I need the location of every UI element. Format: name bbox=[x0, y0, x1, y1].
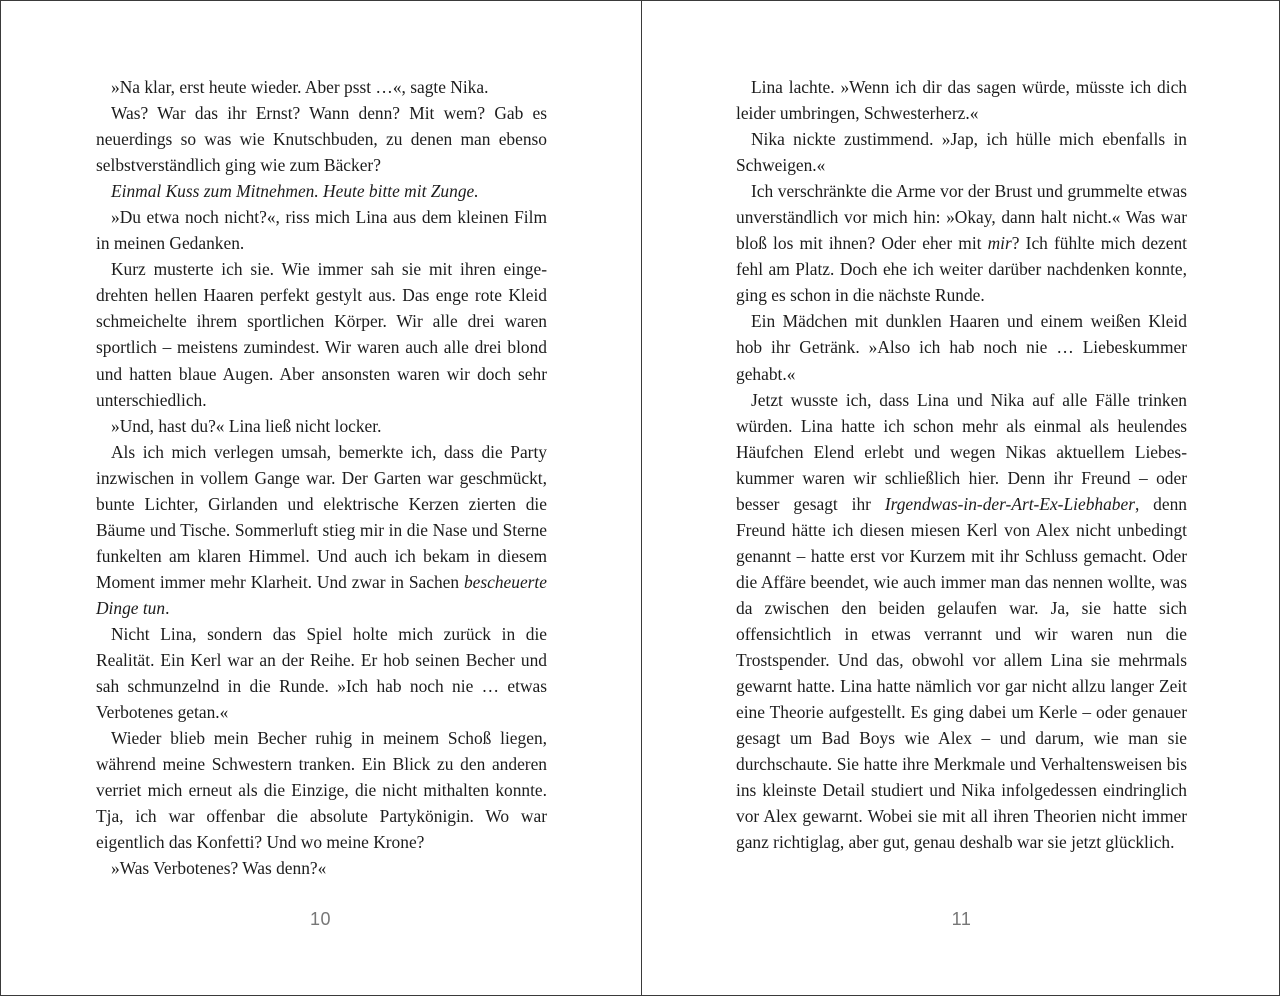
text-run: »Was Verbotenes? Was denn?« bbox=[111, 858, 327, 879]
paragraph bbox=[736, 126, 1187, 178]
text-run: Jetzt wusste ich, dass Lina und Nika auf alle Fälle trinken würden. Lina hatte ich schon mehr als einmal als heulendes Häufchen Elend erlebt und wegen Nikas aktuellem Liebeskummer waren wir schließlich hier. Denn ihr Freund – oder besser gesagt ihr bbox=[736, 389, 1187, 514]
italic-text: Einmal Kuss zum Mitnehmen. Heute bitte mit Zunge. bbox=[111, 181, 479, 202]
paragraph bbox=[96, 413, 547, 439]
text-run: Nicht Lina, sondern das Spiel holte mich zurück in die Realität. Ein Kerl war an der Reihe. Er hob seinen Becher und sah schmunzelnd in die Runde. »Ich hab noch nie … etwas Verbotenes getan.« bbox=[96, 623, 547, 723]
text-run: . bbox=[165, 597, 170, 618]
text-run: Lina lachte. »Wenn ich dir das sagen würde, müsste ich dich leider umbringen, Schwesterherz.« bbox=[736, 77, 1187, 124]
paragraph bbox=[736, 74, 1187, 126]
left-page-text bbox=[96, 74, 547, 881]
right-page-number: 11 bbox=[951, 909, 972, 929]
paragraph bbox=[736, 178, 1187, 308]
right-page bbox=[642, 1, 1280, 996]
text-run: Wieder blieb mein Becher ruhig in meinem Schoß liegen, während meine Schwestern tranken. Ein Blick zu den anderen verriet mich erneut als die Einzige, die nicht mithalten konnte. Tja, ich war offenbar die absolute Partykönigin. Wo war eigentlich das Konfetti? Und wo meine Krone? bbox=[96, 728, 547, 853]
text-run: Was? War das ihr Ernst? Wann denn? Mit wem? Gab es neuerdings so was wie Knutschbuden, zu denen man ebenso selbstverständlich ging wie zum Bäcker? bbox=[96, 103, 547, 176]
text-run: »Und, hast du?« Lina ließ nicht locker. bbox=[111, 415, 382, 436]
paragraph bbox=[736, 308, 1187, 386]
paragraph bbox=[96, 439, 547, 621]
text-run: Nika nickte zustimmend. »Jap, ich hülle mich ebenfalls in Schweigen.« bbox=[736, 129, 1187, 176]
paragraph bbox=[736, 387, 1187, 856]
text-run: Als ich mich verlegen umsah, bemerkte ich, dass die Party inzwischen in vollem Gange war. Der Garten war geschmückt, bunte Lichter, Girlanden und elektrische Kerzen zierten die Bäume und Tische. Sommerluft stieg mir in die Nase und Sterne funkelten am klaren Himmel. Und auch ich bekam in diesem Moment immer mehr Klarheit. Und zwar in Sachen bbox=[96, 441, 547, 592]
paragraph bbox=[96, 621, 547, 725]
paragraph bbox=[96, 204, 547, 256]
italic-text: mir bbox=[987, 233, 1012, 254]
right-page-text bbox=[736, 74, 1187, 855]
text-run: »Du etwa noch nicht?«, riss mich Lina aus dem kleinen Film in meinen Gedanken. bbox=[96, 207, 547, 254]
paragraph bbox=[96, 256, 547, 412]
paragraph bbox=[96, 100, 547, 178]
text-run: ? Ich fühlte mich dezent fehl am Platz. Doch ehe ich weiter darüber nachdenken konnte, ging es schon in die nächste Runde. bbox=[736, 233, 1187, 306]
left-page bbox=[1, 1, 640, 996]
text-run: Ich verschränkte die Arme vor der Brust und grummelte etwas unverständlich vor mich hin: »Okay, dann halt nicht.« Was war bloß los mit ihnen? Oder eher mit bbox=[736, 181, 1187, 254]
paragraph bbox=[96, 178, 547, 204]
paragraph bbox=[96, 74, 547, 100]
text-run: Kurz musterte ich sie. Wie immer sah sie mit ihren eingedrehten hellen Haaren perfekt gestylt aus. Das enge rote Kleid schmeichelte ihrem sportlichen Körper. Wir alle drei waren sportlich – meistens zumindest. Wir waren auch alle drei blond und hatten blaue Augen. Aber ansonsten waren wir doch sehr unterschiedlich. bbox=[96, 259, 547, 410]
text-run: Ein Mädchen mit dunklen Haaren und einem weißen Kleid hob ihr Getränk. »Also ich hab noch nie … Liebeskummer gehabt.« bbox=[736, 311, 1187, 384]
text-run: , denn Freund hätte ich diesen miesen Kerl von Alex nicht unbedingt genannt – hatte erst vor Kurzem mit ihr Schluss gemacht. Oder die Affäre beendet, wie auch immer man das nennen wollte, was da zwischen den beiden gelaufen war. Ja, sie hatte sich offensichtlich in etwas verrannt und wir waren nun die Trostspender. Und das, obwohl vor allem Lina sie mehrmals gewarnt hatte. Lina hatte nämlich vor gar nicht allzu langer Zeit eine Theorie aufgestellt. Es ging dabei um Kerle – oder genauer gesagt um Bad Boys wie Alex – und darum, wie man sie durchschaute. Sie hatte ihre Merkmale und Verhaltensweisen bis ins kleinste Detail studiert und Nika infolgedessen eindringlich vor Alex gewarnt. Wobei sie mit all ihren Theorien nicht immer ganz richtiglag, aber gut, genau deshalb war sie jetzt glücklich. bbox=[736, 493, 1187, 853]
paragraph bbox=[96, 855, 547, 881]
left-page-number: 10 bbox=[309, 909, 332, 929]
italic-text: Irgendwas-in-der-Art-Ex-Liebhaber bbox=[884, 493, 1135, 514]
italic-text: bescheuerte Dinge tun bbox=[96, 571, 547, 618]
text-run: »Na klar, erst heute wieder. Aber psst …«, sagte Nika. bbox=[111, 77, 489, 97]
paragraph bbox=[96, 725, 547, 855]
